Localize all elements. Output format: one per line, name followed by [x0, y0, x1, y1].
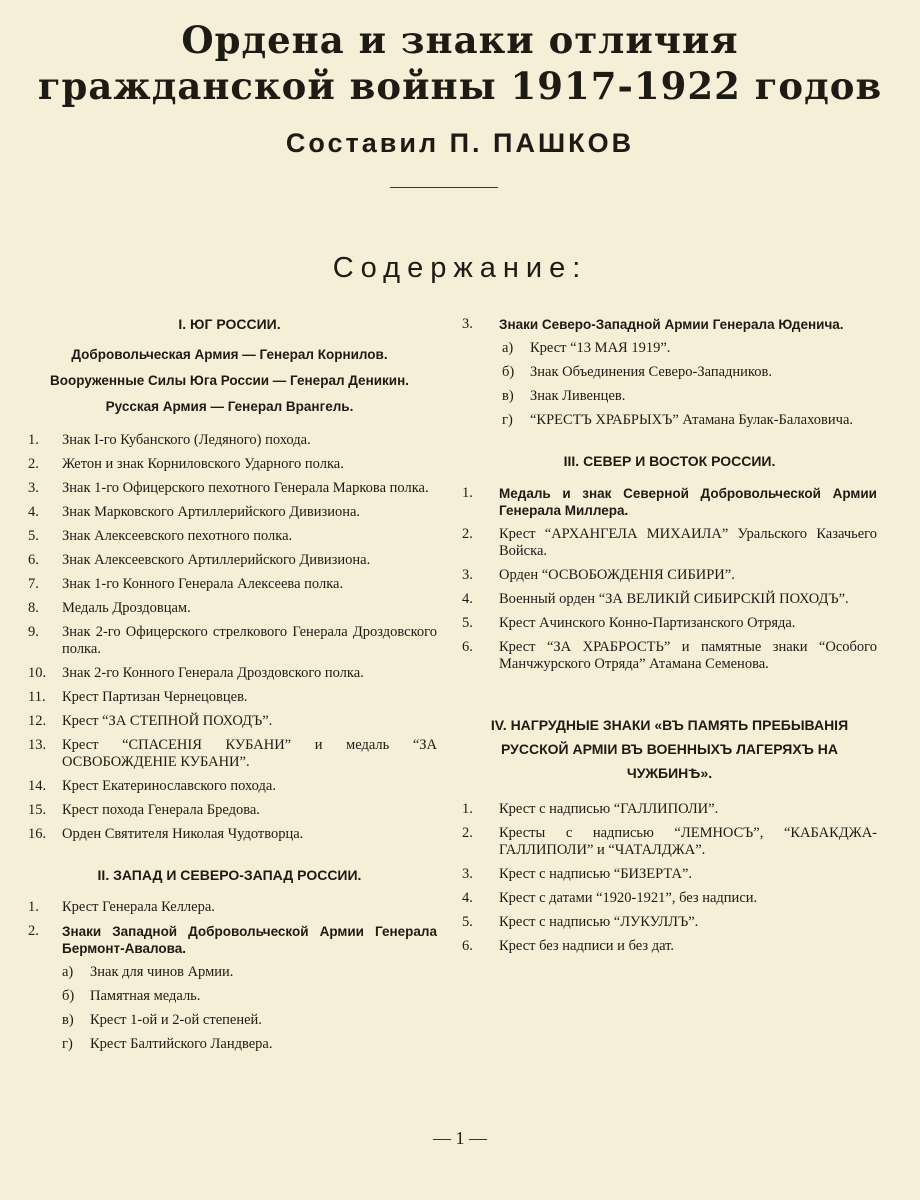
item-number: 2.: [28, 456, 39, 472]
item-number: 1.: [462, 485, 473, 501]
toc-subitem: [462, 340, 877, 357]
army-subheading: Вооруженные Силы Юга России — Генерал Деникин.: [50, 373, 409, 388]
item-text: Крест “13 МАЯ 1919”.: [530, 340, 671, 356]
item-text: Знак I-го Кубанского (Ледяного) похода.: [62, 432, 311, 448]
item-text: Медаль и знак Северной Добровольческой Армии Генерала Миллера.: [499, 486, 877, 518]
toc-left-column: [22, 316, 437, 1060]
toc-item: [462, 526, 877, 560]
item-text: Крест “СПАСЕНІЯ КУБАНИ” и медаль “ЗА ОСВОБОЖДЕНІЕ КУБАНИ”.: [62, 737, 437, 770]
item-number: 3.: [462, 866, 473, 882]
item-text: Крест “ЗА СТЕПНОЙ ПОХОДЪ”.: [62, 713, 273, 729]
toc-subitem: [462, 388, 877, 405]
section-heading: III. СЕВЕР И ВОСТОК РОССИИ.: [563, 453, 776, 469]
item-text: Крест с надписью “ГАЛЛИПОЛИ”.: [499, 801, 719, 817]
item-number: 12.: [28, 713, 47, 729]
toc-item: [22, 576, 437, 593]
item-number: 6.: [462, 639, 473, 655]
item-text: Крест с датами “1920-1921”, без надписи.: [499, 890, 758, 906]
toc-item: [22, 624, 437, 658]
toc-item: [22, 432, 437, 449]
item-text: Крест Генерала Келлера.: [62, 899, 215, 915]
toc-item: [462, 938, 877, 955]
toc-subitem: [22, 988, 437, 1005]
item-text: Знаки Западной Добровольческой Армии Генерала Бермонт-Авалова.: [62, 924, 437, 956]
toc-item: [462, 801, 877, 818]
item-number: 9.: [28, 624, 39, 640]
item-number: 3.: [462, 316, 473, 332]
item-number: в): [502, 388, 514, 404]
item-number: 2.: [28, 923, 39, 939]
item-text: “КРЕСТЪ ХРАБРЫХЪ” Атамана Булак-Балаховича.: [530, 412, 854, 428]
section-heading: I. ЮГ РОССИИ.: [178, 316, 281, 332]
toc-right-column: [462, 316, 877, 962]
item-text: Орден Святителя Николая Чудотворца.: [62, 826, 304, 842]
item-text: Крест Партизан Чернецовцев.: [62, 689, 248, 705]
item-number: 11.: [28, 689, 46, 705]
item-number: 6.: [28, 552, 39, 568]
item-text: Крест “АРХАНГЕЛА МИХАИЛА” Уральского Казачьего Войска.: [499, 526, 877, 559]
toc-item: [22, 802, 437, 819]
document-title-line-2: гражданской войны 1917-1922 годов: [37, 64, 883, 108]
document-title-line-1: Ордена и знаки отличия: [181, 18, 739, 62]
army-subheading: Русская Армия — Генерал Врангель.: [105, 399, 354, 414]
item-text: Крест 1-ой и 2-ой степеней.: [90, 1012, 262, 1028]
toc-item: [22, 600, 437, 617]
item-number: 1.: [28, 432, 39, 448]
item-number: 4.: [462, 890, 473, 906]
item-number: 1.: [28, 899, 39, 915]
toc-item: [22, 528, 437, 545]
item-text: Знак для чинов Армии.: [90, 964, 234, 980]
toc-item: [462, 485, 877, 519]
item-text: Крест с надписью “БИЗЕРТА”.: [499, 866, 693, 882]
toc-item: [22, 826, 437, 843]
item-text: Знак Объединения Северо-Западников.: [530, 364, 772, 380]
item-text: Крест Екатеринославского похода.: [62, 778, 276, 794]
author-line: Составил П. ПАШКОВ: [285, 128, 635, 158]
toc-item: [462, 825, 877, 859]
item-text: Крест “ЗА ХРАБРОСТЬ” и памятные знаки “Особого Манчжурского Отряда” Атамана Семенова.: [499, 639, 877, 672]
item-text: Знак 1-го Конного Генерала Алексеева полка.: [62, 576, 344, 592]
item-number: г): [502, 412, 513, 428]
item-number: 6.: [462, 938, 473, 954]
toc-item: [22, 504, 437, 521]
toc-item: [22, 899, 437, 916]
item-number: 15.: [28, 802, 47, 818]
toc-item: [22, 689, 437, 706]
item-number: 13.: [28, 737, 47, 753]
item-number: 5.: [462, 615, 473, 631]
toc-item: [462, 639, 877, 673]
item-number: 5.: [462, 914, 473, 930]
item-number: б): [62, 988, 75, 1004]
contents-heading: Содержание:: [332, 252, 588, 284]
item-text: Жетон и знак Корниловского Ударного полка.: [62, 456, 344, 472]
item-text: Крест Балтийского Ландвера.: [90, 1036, 273, 1052]
toc-subitem: [462, 364, 877, 381]
item-number: 5.: [28, 528, 39, 544]
item-text: Крест с надписью “ЛУКУЛЛЪ”.: [499, 914, 699, 930]
item-text: Знак Ливенцев.: [530, 388, 626, 404]
item-number: 2.: [462, 526, 473, 542]
item-text: Крест без надписи и без дат.: [499, 938, 675, 954]
item-number: 14.: [28, 778, 47, 794]
toc-item: [22, 713, 437, 730]
item-number: 10.: [28, 665, 47, 681]
item-number: 8.: [28, 600, 39, 616]
item-text: Орден “ОСВОБОЖДЕНІЯ СИБИРИ”.: [499, 567, 735, 583]
toc-subitem: [22, 1012, 437, 1029]
item-text: Знак Алексеевского пехотного полка.: [62, 528, 293, 544]
item-text: Памятная медаль.: [90, 988, 201, 1004]
item-text: Знак 2-го Офицерского стрелкового Генерала Дроздовского полка.: [62, 624, 437, 657]
item-number: в): [62, 1012, 74, 1028]
toc-subitem: [22, 1036, 437, 1053]
item-number: 3.: [28, 480, 39, 496]
toc-item: [462, 914, 877, 931]
toc-subitem: [22, 964, 437, 981]
toc-item: [22, 737, 437, 771]
item-number: 16.: [28, 826, 47, 842]
item-number: 4.: [28, 504, 39, 520]
item-text: Крест похода Генерала Бредова.: [62, 802, 260, 818]
item-text: Знак 2-го Конного Генерала Дроздовского полка.: [62, 665, 364, 681]
toc-item: [462, 316, 877, 333]
item-number: а): [62, 964, 74, 980]
toc-item: [462, 567, 877, 584]
toc-item: [22, 778, 437, 795]
item-text: Медаль Дроздовцам.: [62, 600, 191, 616]
item-number: а): [502, 340, 514, 356]
section-heading: IV. НАГРУДНЫЕ ЗНАКИ «ВЪ ПАМЯТЬ ПРЕБЫВАНІЯ РУССКОЙ АРМІИ ВЪ ВОЕННЫХЪ ЛАГЕРЯХЪ НА ЧУЖБИНѢ».: [490, 717, 849, 781]
item-number: б): [502, 364, 515, 380]
item-number: 7.: [28, 576, 39, 592]
army-subheading: Добровольческая Армия — Генерал Корнилов.: [71, 347, 388, 362]
toc-item: [22, 665, 437, 682]
item-number: 4.: [462, 591, 473, 607]
item-text: Знак Алексеевского Артиллерийского Дивизиона.: [62, 552, 371, 568]
toc-item: [462, 615, 877, 632]
item-number: 1.: [462, 801, 473, 817]
item-text: Знак 1-го Офицерского пехотного Генерала Маркова полка.: [62, 480, 429, 496]
item-number: 3.: [462, 567, 473, 583]
toc-item: [22, 480, 437, 497]
toc-item: [462, 866, 877, 883]
toc-item: [462, 890, 877, 907]
toc-item: [22, 456, 437, 473]
toc-item: [22, 923, 437, 957]
item-text: Крест Ачинского Конно-Партизанского Отряда.: [499, 615, 796, 631]
section-heading: II. ЗАПАД И СЕВЕРО-ЗАПАД РОССИИ.: [97, 867, 362, 883]
page-number: — 1 —: [433, 1128, 487, 1148]
item-text: Кресты с надписью “ЛЕМНОСЪ”, “КАБАКДЖА-ГАЛЛИПОЛИ” и “ЧАТАЛДЖА”.: [499, 825, 877, 858]
item-number: 2.: [462, 825, 473, 841]
divider-rule: [390, 187, 498, 188]
toc-subitem: [462, 412, 877, 429]
toc-item: [22, 552, 437, 569]
toc-item: [462, 591, 877, 608]
item-number: г): [62, 1036, 73, 1052]
item-text: Знак Марковского Артиллерийского Дивизиона.: [62, 504, 361, 520]
item-text: Знаки Северо-Западной Армии Генерала Юденича.: [499, 317, 844, 332]
item-text: Военный орден “ЗА ВЕЛИКІЙ СИБИРСКІЙ ПОХОДЪ”.: [499, 591, 849, 607]
